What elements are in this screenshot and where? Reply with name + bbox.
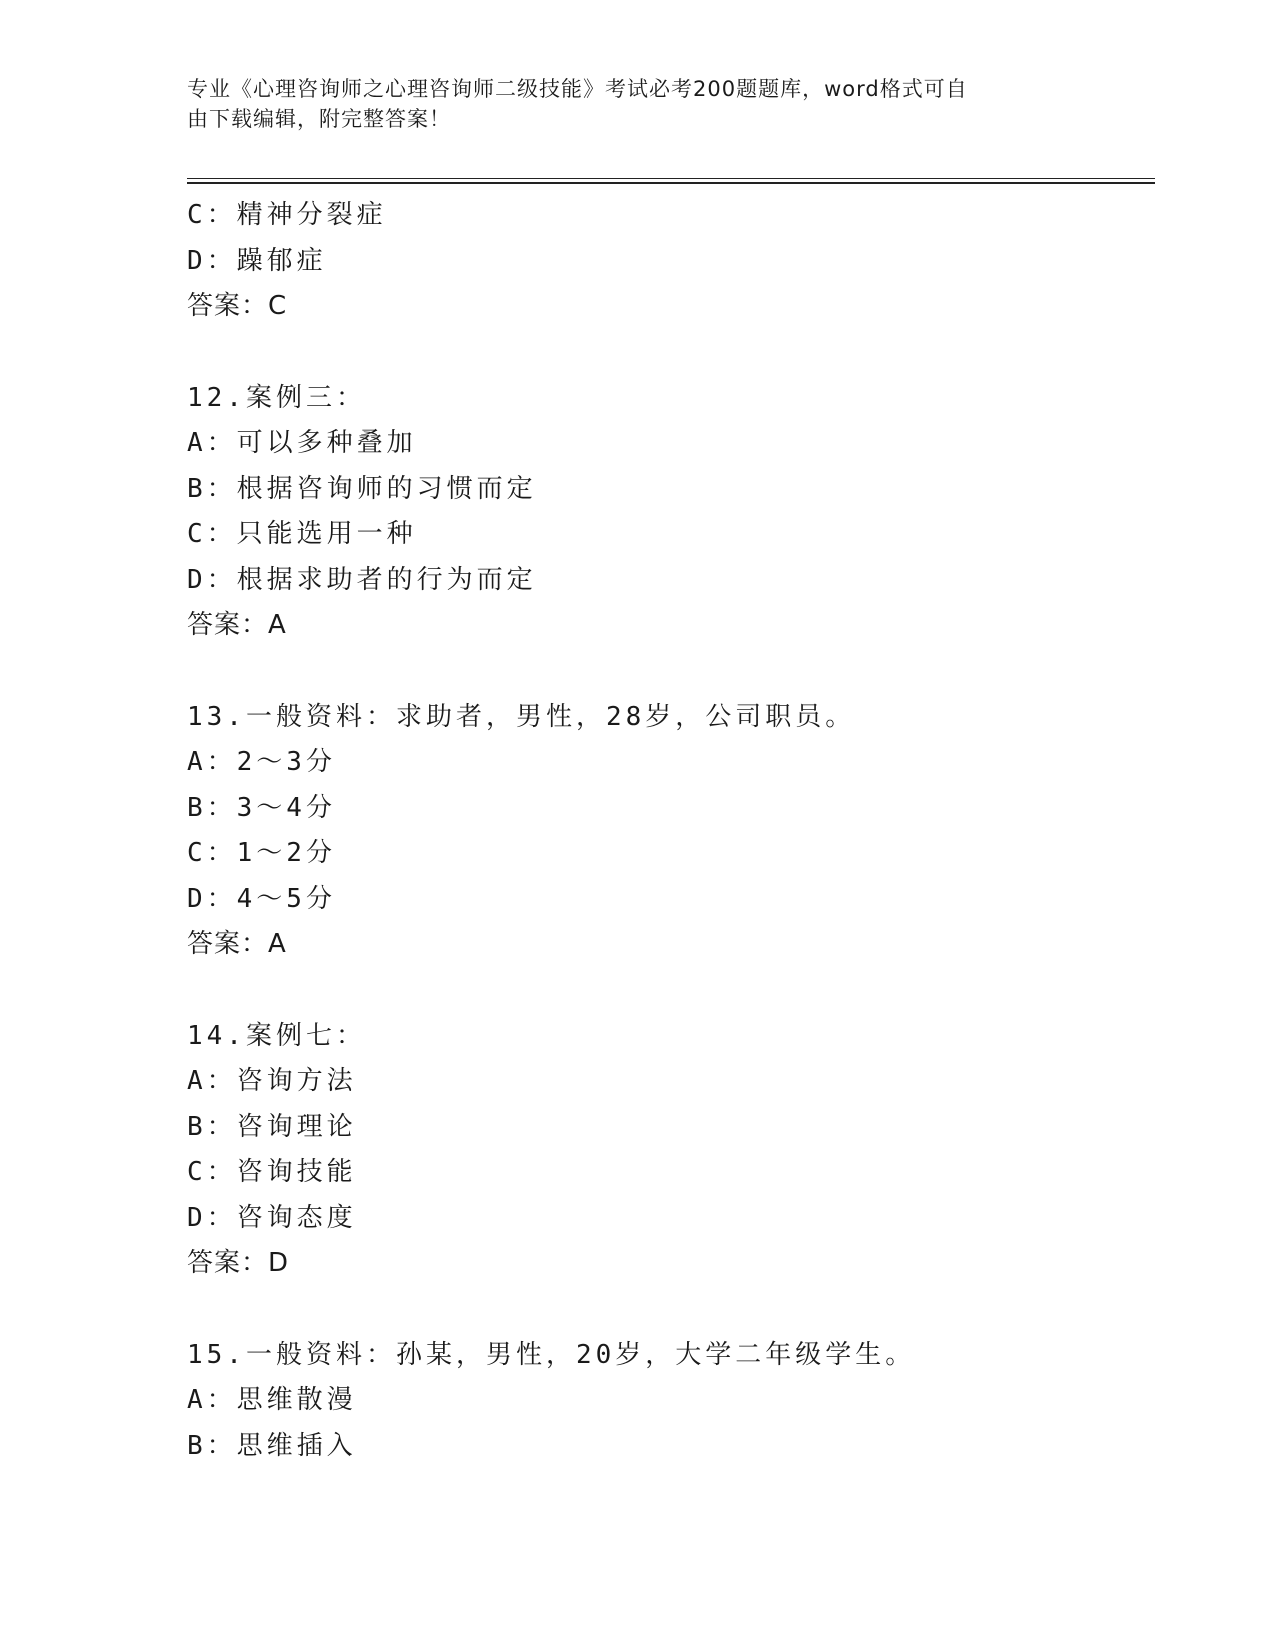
option-b: B：根据咨询师的习惯而定 xyxy=(187,473,537,504)
option-a: A：咨询方法 xyxy=(187,1066,357,1096)
document-header xyxy=(187,74,1067,134)
option-c: C：精神分裂症 xyxy=(187,200,387,230)
spacer xyxy=(187,330,1155,376)
header-rule-thick xyxy=(187,182,1155,184)
option-d: D：躁郁症 xyxy=(187,245,327,276)
question-stem: 14.案例七： xyxy=(187,1020,366,1051)
option-a: A：2～3分 xyxy=(187,747,336,777)
question-15 xyxy=(187,1333,1155,1470)
answer: 答案：A xyxy=(187,929,287,959)
option-c: C：咨询技能 xyxy=(187,1157,357,1187)
question-11-continued xyxy=(187,193,1155,330)
question-13 xyxy=(187,695,1155,968)
answer: 答案：A xyxy=(187,610,287,640)
option-c: C：只能选用一种 xyxy=(187,519,417,549)
option-d: D：根据求助者的行为而定 xyxy=(187,564,537,595)
option-c: C：1～2分 xyxy=(187,838,336,868)
question-stem: 15.一般资料：孙某，男性，20岁，大学二年级学生。 xyxy=(187,1339,916,1370)
question-stem: 12.案例三： xyxy=(187,382,366,413)
spacer xyxy=(187,649,1155,695)
option-d: D：咨询态度 xyxy=(187,1202,357,1233)
spacer xyxy=(187,968,1155,1014)
question-stem: 13.一般资料：求助者，男性，28岁，公司职员。 xyxy=(187,701,856,732)
question-list xyxy=(187,193,1155,1469)
option-a: A：可以多种叠加 xyxy=(187,428,417,458)
option-b: B：思维插入 xyxy=(187,1430,357,1461)
question-12 xyxy=(187,376,1155,649)
answer: 答案：C xyxy=(187,291,288,321)
option-b: B：咨询理论 xyxy=(187,1111,357,1142)
question-14 xyxy=(187,1014,1155,1287)
header-rule-thin xyxy=(187,178,1155,179)
option-a: A：思维散漫 xyxy=(187,1385,357,1415)
spacer xyxy=(187,1287,1155,1333)
header-line-1: 专业《心理咨询师之心理咨询师二级技能》考试必考200题题库，word格式可自 xyxy=(187,77,968,101)
answer: 答案：D xyxy=(187,1248,290,1278)
option-b: B：3～4分 xyxy=(187,792,336,823)
header-line-2: 由下载编辑，附完整答案！ xyxy=(187,107,451,131)
option-d: D：4～5分 xyxy=(187,883,336,914)
